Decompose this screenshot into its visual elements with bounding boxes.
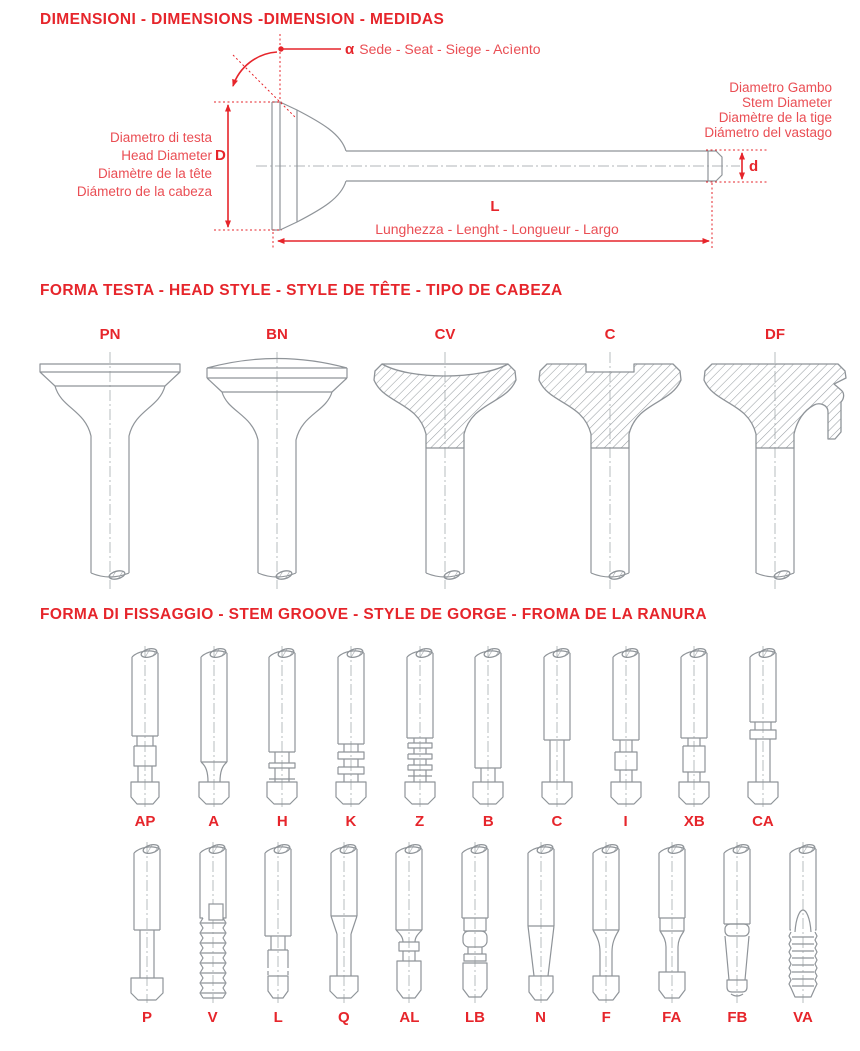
stem-groove-label: L bbox=[273, 1009, 283, 1026]
head-style-label-c: C bbox=[604, 326, 616, 343]
head-style-figure-cv bbox=[360, 340, 530, 592]
stem-groove-p bbox=[124, 840, 170, 1026]
stem-groove-b bbox=[465, 644, 511, 830]
stem-groove-n bbox=[518, 840, 564, 1026]
stem-groove-label: K bbox=[345, 813, 357, 830]
stem-groove-label: C bbox=[551, 813, 563, 830]
head-style-label-cv: CV bbox=[434, 326, 456, 343]
stem-groove-k bbox=[328, 644, 374, 830]
dimensions-section-title: DIMENSIONI - DIMENSIONS -DIMENSION - MEDIDAS bbox=[40, 11, 445, 28]
stem-groove-al bbox=[386, 840, 432, 1026]
seat-annotation bbox=[345, 41, 541, 58]
stem-groove-l bbox=[255, 840, 301, 1026]
head-diameter-line: Diamètre de la tête bbox=[97, 166, 212, 181]
stem-groove-c bbox=[534, 644, 580, 830]
stem-groove-a bbox=[191, 644, 237, 830]
stem-groove-label: FB bbox=[727, 1009, 748, 1026]
head-diameter-line: Head Diameter bbox=[121, 148, 212, 163]
stem-groove-fb bbox=[714, 840, 760, 1026]
stem-diameter-annotation bbox=[628, 80, 832, 140]
stem-groove-row-1 bbox=[122, 644, 786, 830]
stem-groove-label: V bbox=[207, 1009, 218, 1026]
stem-diameter-line: Diamètre de la tige bbox=[718, 110, 832, 125]
stem-groove-label: P bbox=[141, 1009, 152, 1026]
length-annotation: Lunghezza - Lenght - Longueur - Largo bbox=[375, 221, 619, 237]
seat-angle-arc bbox=[233, 52, 277, 86]
stem-groove-label: N bbox=[535, 1009, 546, 1026]
head-diameter-line: Diametro di testa bbox=[109, 130, 212, 145]
head-style-label-bn: BN bbox=[266, 326, 288, 343]
stem-groove-ap bbox=[122, 644, 168, 830]
stem-groove-label: A bbox=[208, 813, 220, 830]
stem-groove-i bbox=[603, 644, 649, 830]
stem-groove-h bbox=[259, 644, 305, 830]
stem-groove-ca bbox=[740, 644, 786, 830]
stem-diameter-symbol: d bbox=[749, 158, 759, 175]
seat-leader-dot bbox=[278, 46, 283, 51]
head-style-label-pn: PN bbox=[99, 326, 121, 343]
stem-groove-xb bbox=[671, 644, 717, 830]
head-style-figure-pn bbox=[25, 340, 195, 592]
stem-groove-label: Z bbox=[415, 813, 425, 830]
length-symbol: L bbox=[490, 198, 500, 215]
stem-groove-fa bbox=[649, 840, 695, 1026]
stem-groove-label: AL bbox=[399, 1009, 420, 1026]
head-style-figure-bn bbox=[192, 340, 362, 592]
head-diameter-line: Diámetro de la cabeza bbox=[76, 184, 212, 199]
stem-groove-label: XB bbox=[683, 813, 705, 830]
head-style-figure-c bbox=[525, 340, 695, 592]
stem-diameter-line: Diametro Gambo bbox=[729, 80, 832, 95]
head-style-figure-df bbox=[690, 340, 860, 592]
head-style-label-df: DF bbox=[765, 326, 785, 343]
stem-diameter-line: Stem Diameter bbox=[741, 95, 832, 110]
seat-label: Sede - Seat - Siege - Acìento bbox=[359, 41, 541, 57]
head-style-section-title: FORMA TESTA - HEAD STYLE - STYLE DE TÊTE - TIPO DE CABEZA bbox=[40, 282, 563, 299]
stem-groove-label: B bbox=[482, 813, 494, 830]
stem-groove-label: F bbox=[601, 1009, 611, 1026]
stem-groove-label: FA bbox=[662, 1009, 682, 1026]
stem-groove-row-2 bbox=[124, 840, 826, 1026]
stem-groove-label: I bbox=[623, 813, 628, 830]
stem-groove-label: AP bbox=[134, 813, 156, 830]
stem-groove-f bbox=[583, 840, 629, 1026]
stem-diameter-line: Diámetro del vastago bbox=[704, 125, 832, 140]
head-diameter-annotation bbox=[18, 129, 212, 201]
stem-groove-label: CA bbox=[752, 813, 774, 830]
stem-groove-q bbox=[321, 840, 367, 1026]
stem-groove-section-title: FORMA DI FISSAGGIO - STEM GROOVE - STYLE DE GORGE - FROMA DE LA RANURA bbox=[40, 606, 707, 623]
stem-groove-label: Q bbox=[337, 1009, 350, 1026]
stem-groove-label: VA bbox=[793, 1009, 813, 1026]
head-diameter-symbol: D bbox=[215, 147, 226, 164]
stem-groove-z bbox=[397, 644, 443, 830]
stem-groove-va bbox=[780, 840, 826, 1026]
stem-groove-label: LB bbox=[464, 1009, 485, 1026]
stem-groove-label: H bbox=[276, 813, 288, 830]
stem-groove-lb bbox=[452, 840, 498, 1026]
stem-groove-v bbox=[190, 840, 236, 1026]
alpha-symbol: α bbox=[345, 41, 355, 58]
